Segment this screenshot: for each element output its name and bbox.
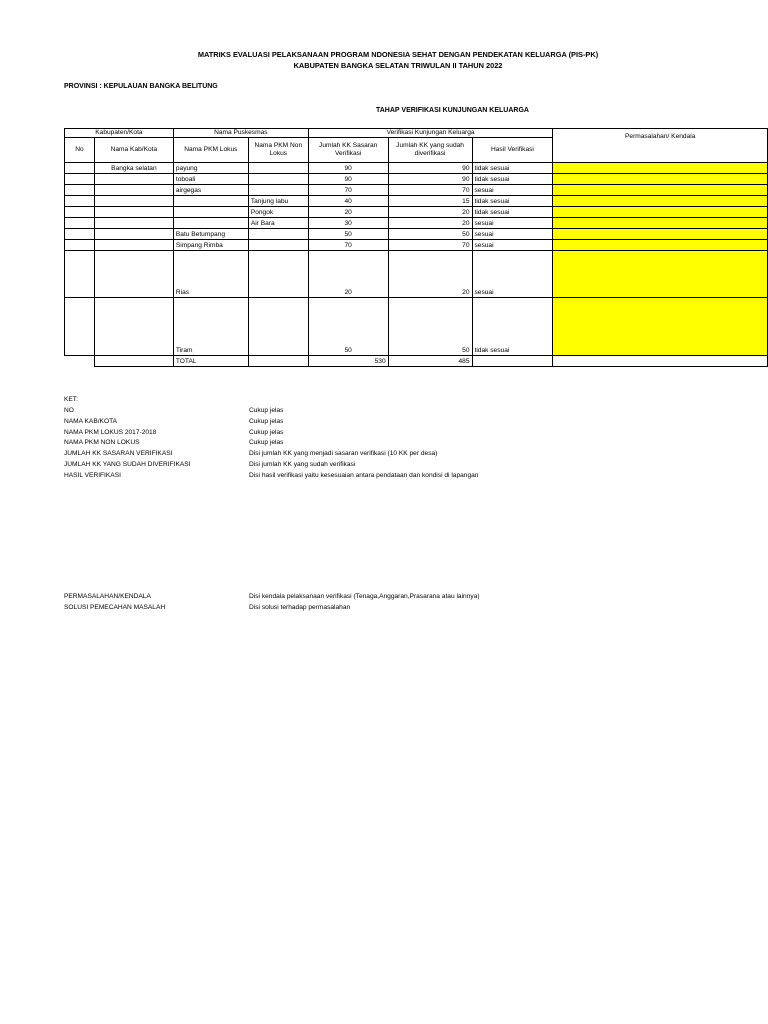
- cell-jumlah-sasaran: 20: [308, 251, 388, 298]
- total-diverifikasi: 485: [388, 356, 472, 367]
- document-title-line1: MATRIKS EVALUASI PELAKSANAAN PROGRAM NDONESIA SEHAT DENGAN PENDEKATAN KELUARGA (PIS-PK): [197, 50, 599, 59]
- cell-nama-kab: [94, 196, 173, 207]
- header-pkm-lokus: Nama PKM Lokus: [173, 138, 248, 163]
- cell-no: [65, 174, 95, 185]
- cell-pkm-lokus: Simpang Rimba: [173, 240, 248, 251]
- ket-term: JUMLAH KK SASARAN VERIFIKASI: [64, 450, 173, 458]
- header-jumlah-diverifikasi: Jumlah KK yang sudah diverifikasi: [388, 138, 472, 163]
- province-label: PROVINSI : KEPULAUAN BANGKA BELITUNG: [64, 83, 218, 90]
- cell-nama-kab: Bangka selatan: [94, 163, 173, 174]
- ket-term: SOLUSI PEMECAHAN MASALAH: [64, 603, 166, 611]
- cell-no: [65, 218, 95, 229]
- cell-pkm-non-lokus: [248, 174, 308, 185]
- table-row: [65, 174, 768, 185]
- header-pkm-non-lokus: Nama PKM Non Lokus: [248, 138, 308, 163]
- cell-jumlah-diverifikasi: 20: [388, 207, 472, 218]
- cell-jumlah-sasaran: 20: [308, 207, 388, 218]
- cell-pkm-non-lokus: [248, 163, 308, 174]
- cell-hasil: sesuai: [472, 229, 553, 240]
- cell-pkm-lokus: Rias: [173, 251, 248, 298]
- cell-nama-kab: [94, 298, 173, 356]
- cell-pkm-non-lokus: [248, 240, 308, 251]
- cell-jumlah-diverifikasi: 15: [388, 196, 472, 207]
- cell-hasil: tidak sesuai: [472, 163, 553, 174]
- cell-nama-kab: [94, 240, 173, 251]
- cell-permasalahan: [553, 163, 768, 174]
- cell-pkm-non-lokus: [248, 185, 308, 196]
- cell-pkm-lokus: Tiram: [173, 298, 248, 356]
- cell-no: [65, 251, 95, 298]
- ket-desc: Cukup jelas: [249, 439, 284, 447]
- table-row: [65, 218, 768, 229]
- cell-pkm-lokus: Batu Betumpang: [173, 229, 248, 240]
- cell-hasil: sesuai: [472, 218, 553, 229]
- cell-permasalahan: [553, 240, 768, 251]
- cell-no: [65, 240, 95, 251]
- cell-jumlah-sasaran: 90: [308, 163, 388, 174]
- verification-table: [64, 128, 768, 367]
- ket-desc: Disi jumlah KK yang sudah verifikasi: [249, 460, 356, 468]
- cell-hasil: tidak sesuai: [472, 196, 553, 207]
- group-header-row: [65, 129, 768, 138]
- ket-desc: Disi kendala pelaksanaan verifikasi (Tenaga,Anggaran,Prasarana atau lainnya): [249, 593, 480, 600]
- table-row: [65, 163, 768, 174]
- cell-pkm-lokus: [173, 207, 248, 218]
- header-jumlah-sasaran: Jumlah KK Sasaran Verifikasi: [308, 138, 388, 163]
- header-hasil: Hasil Verifikasi: [472, 138, 553, 163]
- cell-jumlah-sasaran: 40: [308, 196, 388, 207]
- ket-desc: Disi hasil verifikasi yaitu kesesuaian antara pendataan dan kondisi di lapangan: [249, 471, 479, 479]
- total-sasaran: 530: [308, 356, 388, 367]
- cell-pkm-non-lokus: Tanjung labu: [248, 196, 308, 207]
- cell-nama-kab: [94, 229, 173, 240]
- cell-permasalahan: [553, 229, 768, 240]
- cell-permasalahan: [553, 196, 768, 207]
- cell-hasil: sesuai: [472, 251, 553, 298]
- cell-pkm-non-lokus: [248, 298, 308, 356]
- cell-pkm-non-lokus: [248, 229, 308, 240]
- header-no: No: [65, 138, 95, 163]
- header-puskesmas-group: Nama Puskesmas: [173, 129, 308, 138]
- ket-term: HASIL VERIFIKASI: [64, 471, 121, 479]
- cell-hasil: sesuai: [472, 240, 553, 251]
- cell-nama-kab: [94, 174, 173, 185]
- cell-jumlah-diverifikasi: 90: [388, 174, 472, 185]
- cell-pkm-lokus: payung: [173, 163, 248, 174]
- table-row: [65, 251, 768, 298]
- cell-permasalahan: [553, 218, 768, 229]
- cell-pkm-non-lokus: Air Bara: [248, 218, 308, 229]
- cell-hasil: sesuai: [472, 185, 553, 196]
- cell-hasil: tidak sesuai: [472, 174, 553, 185]
- cell-jumlah-sasaran: 90: [308, 174, 388, 185]
- cell-no: [65, 229, 95, 240]
- cell-permasalahan: [553, 207, 768, 218]
- cell-jumlah-sasaran: 50: [308, 229, 388, 240]
- ket-term: PERMASALAHAN/KENDALA: [64, 593, 151, 600]
- ket-desc: Disi jumlah KK yang menjadi sasaran verifikasi (10 KK per desa): [249, 450, 438, 458]
- table-row: [65, 196, 768, 207]
- total-label: TOTAL: [173, 356, 248, 367]
- ket-term: NAMA KAB/KOTA: [64, 417, 118, 425]
- cell-pkm-lokus: airgegas: [173, 185, 248, 196]
- header-verifikasi-group: Verifikasi Kunjungan Keluarga: [308, 129, 553, 138]
- stage-label: TAHAP VERIFIKASI KUNJUNGAN KELUARGA: [376, 107, 529, 114]
- cell-no: [65, 163, 95, 174]
- cell-nama-kab: [94, 207, 173, 218]
- ket-term: NAMA PKM LOKUS 2017-2018: [64, 428, 157, 436]
- cell-jumlah-diverifikasi: 50: [388, 229, 472, 240]
- table-row: [65, 298, 768, 356]
- cell-hasil: tidak sesuai: [472, 298, 553, 356]
- ket-desc: Cukup jelas: [249, 407, 284, 414]
- cell-jumlah-sasaran: 70: [308, 240, 388, 251]
- cell-nama-kab: [94, 251, 173, 298]
- header-nama-kab: Nama Kab/Kota: [94, 138, 173, 163]
- ket-term: JUMLAH KK YANG SUDAH DIVERIFIKASI: [64, 460, 191, 468]
- ket-desc: Cukup jelas: [249, 428, 284, 436]
- ket-desc: Disi solusi terhadap permasalahan: [249, 603, 351, 611]
- cell-pkm-lokus: [173, 196, 248, 207]
- cell-no: [65, 207, 95, 218]
- cell-jumlah-diverifikasi: 90: [388, 163, 472, 174]
- cell-nama-kab: [94, 185, 173, 196]
- header-permasalahan: Permasalahan/ Kendala: [553, 129, 768, 163]
- table-row: [65, 207, 768, 218]
- ket-desc: Cukup jelas: [249, 417, 284, 425]
- cell-jumlah-diverifikasi: 20: [388, 251, 472, 298]
- cell-permasalahan: [553, 174, 768, 185]
- cell-permasalahan: [553, 298, 768, 356]
- document-title-line2: KABUPATEN BANGKA SELATAN TRIWULAN II TAHUN 2022: [293, 61, 503, 70]
- cell-jumlah-sasaran: 70: [308, 185, 388, 196]
- cell-pkm-lokus: [173, 218, 248, 229]
- table-row: [65, 185, 768, 196]
- cell-no: [65, 298, 95, 356]
- cell-permasalahan: [553, 185, 768, 196]
- cell-jumlah-diverifikasi: 70: [388, 185, 472, 196]
- cell-no: [65, 185, 95, 196]
- header-kab-group: Kabupaten/Kota: [65, 129, 174, 138]
- total-row: [65, 356, 768, 367]
- cell-jumlah-diverifikasi: 70: [388, 240, 472, 251]
- ket-term: NAMA PKM NON LOKUS: [64, 439, 140, 447]
- cell-hasil: tidak sesuai: [472, 207, 553, 218]
- ket-term: NO: [64, 407, 74, 414]
- cell-nama-kab: [94, 218, 173, 229]
- cell-permasalahan: [553, 251, 768, 298]
- cell-pkm-non-lokus: Pongok: [248, 207, 308, 218]
- cell-pkm-lokus: toboali: [173, 174, 248, 185]
- cell-pkm-non-lokus: [248, 251, 308, 298]
- cell-jumlah-diverifikasi: 50: [388, 298, 472, 356]
- table-row: [65, 229, 768, 240]
- cell-jumlah-diverifikasi: 20: [388, 218, 472, 229]
- cell-jumlah-sasaran: 50: [308, 298, 388, 356]
- table-row: [65, 240, 768, 251]
- cell-jumlah-sasaran: 30: [308, 218, 388, 229]
- cell-no: [65, 196, 95, 207]
- ket-heading: KET:: [64, 396, 78, 403]
